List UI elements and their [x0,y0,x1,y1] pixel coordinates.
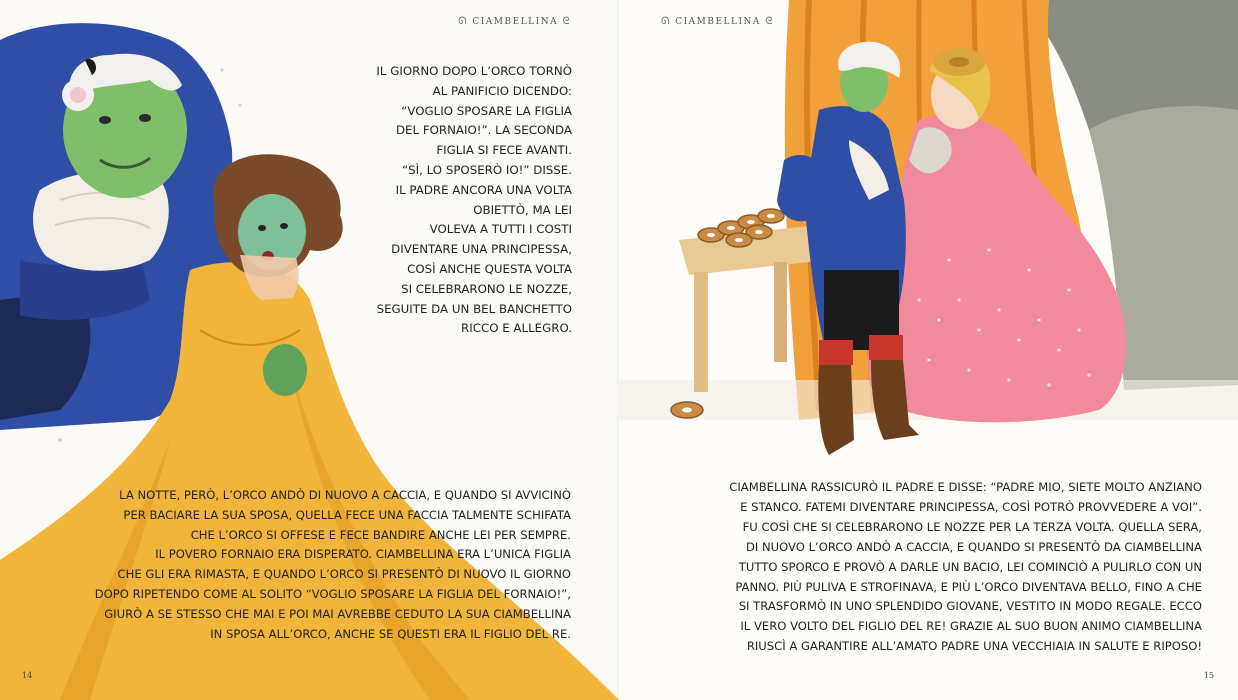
paragraph-line: IL PADRE ANCORA UNA VOLTA [395,182,572,197]
running-head-right-text: CIAMBELLINA [675,17,761,27]
paragraph-line: E STANCO. FATEMI DIVENTARE PRINCIPESSA, COSÌ POTRÒ PROVVEDERE A VOI”. [740,499,1202,514]
paragraph-line: SI CELEBRARONO LE NOZZE, [401,281,572,296]
running-head-right [661,16,774,27]
left-lower-paragraph [95,486,571,644]
paragraph-line: IL GIORNO DOPO L’ORCO TORNÒ [376,64,572,78]
paragraph-line: IL VERO VOLTO DEL FIGLIO DEL RE! GRAZIE AL SUO BUON ANIMO CIAMBELLINA [740,619,1202,634]
paragraph-line: SI TRASFORMÒ IN UNO SPLENDIDO GIOVANE, VESTITO IN MODO REGALE. ECCO [738,599,1202,614]
paragraph-line: DIVENTARE UNA PRINCIPESSA, [391,242,572,257]
left-upper-paragraph [376,62,572,339]
paragraph-line: COSÌ ANCHE QUESTA VOLTA [407,261,572,276]
paragraph-line: IL POVERO FORNAIO ERA DISPERATO. CIAMBELLINA ERA L’UNICA FIGLIA [155,547,571,562]
paragraph-line: LA NOTTE, PERÒ, L’ORCO ANDÒ DI NUOVO A CACCIA, E QUANDO SI AVVICINÒ [119,488,571,502]
paragraph-line: PANNO. PIÙ PULIVA E STROFINAVA, E PIÙ L’ORCO DIVENTAVA BELLO, FINO A CHE [735,579,1202,594]
paragraph-line: VOLEVA A TUTTI I COSTI [429,222,572,237]
right-paragraph [675,478,1202,657]
running-head-left [458,16,571,27]
ornament-right-icon: ᘓ [562,16,571,27]
running-head-left-text: CIAMBELLINA [472,17,559,27]
paragraph-line: CHE GLI ERA RIMASTA, E QUANDO L’ORCO SI PRESENTÒ DI NUOVO IL GIORNO [117,567,571,582]
paragraph-line: GIURÒ A SE STESSO CHE MAI E POI MAI AVREBBE CEDUTO LA SUA CIAMBELLINA [104,606,571,621]
book-gutter [617,0,621,700]
paragraph-line: “VOGLIO SPOSARE LA FIGLIA [401,103,572,118]
paragraph-line: DOPO RIPETENDO COME AL SOLITO “VOGLIO SPOSARE LA FIGLIA DEL FORNAIO!”, [94,586,571,601]
paragraph-line: RICCO E ALLEGRO. [461,321,572,336]
paragraph-line: FU COSÌ CHE SI CELEBRARONO LE NOZZE PER LA TERZA VOLTA. QUELLA SERA, [742,519,1202,534]
right-page [619,0,1238,700]
page-number-right: 15 [1203,671,1214,680]
paragraph-line: PER BACIARE LA SUA SPOSA, QUELLA FECE UNA FACCIA TALMENTE SCHIFATA [123,507,571,522]
paragraph-line: IN SPOSA ALL’ORCO, ANCHE SE QUESTI ERA IL FIGLIO DEL RE. [210,626,571,641]
ornament-right-icon: ᘓ [765,16,774,27]
paragraph-line: DI NUOVO L’ORCO ANDÒ A CACCIA, E QUANDO SI PRESENTÒ DA CIAMBELLINA [745,539,1202,554]
ornament-left-icon: ᘏ [661,16,671,27]
paragraph-line: SEGUITE DA UN BEL BANCHETTO [376,301,572,316]
page-number-left: 14 [22,671,33,680]
paragraph-line: DEL FORNAIO!”. LA SECONDA [395,123,572,138]
paragraph-line: TUTTO SPORCO E PROVÒ A DARLE UN BACIO, LEI COMINCIÒ A PULIRLO CON UN [738,559,1202,574]
paragraph-line: FIGLIA SI FECE AVANTI. [436,143,572,158]
paragraph-line: OBIETTÒ, MA LEI [473,202,572,217]
ornament-left-icon: ᘏ [458,16,468,27]
paragraph-line: CHE L’ORCO SI OFFESE E FECE BANDIRE ANCHE LEI PER SEMPRE. [190,527,571,542]
paragraph-line: “SÌ, LO SPOSERÒ IO!” DISSE. [402,162,572,177]
paragraph-line: AL PANIFICIO DICENDO: [432,83,572,98]
paragraph-line: RIUSCÌ A GARANTIRE ALL’AMATO PADRE UNA VECCHIAIA IN SALUTE E RIPOSO! [746,639,1202,654]
paragraph-line: CIAMBELLINA RASSICURÒ IL PADRE E DISSE: “PADRE MIO, SIETE MOLTO ANZIANO [729,480,1202,494]
